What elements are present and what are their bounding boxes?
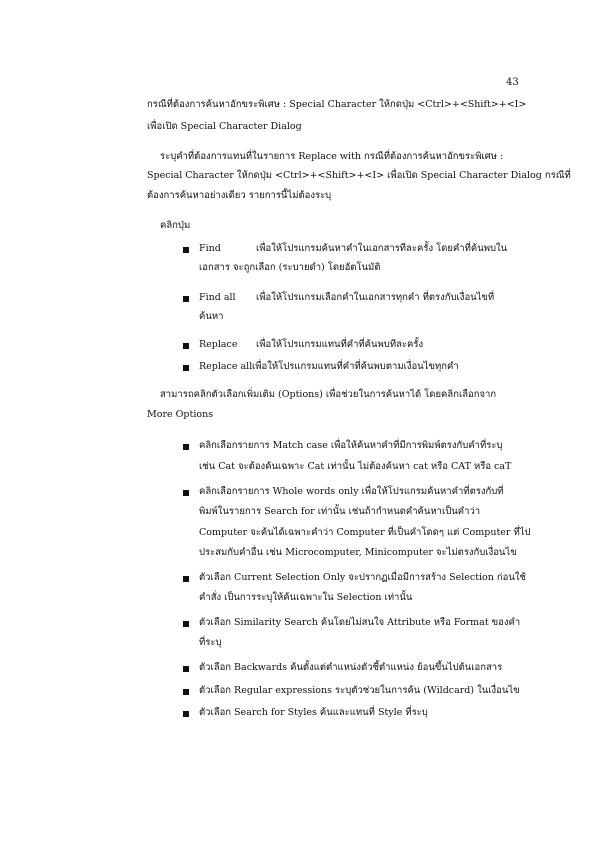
options-paragraph-line-1: สามารถคลิกตัวเลือกเพิ่มเติม (Options) เพื่อช่วยในการค้นหาได้ โดยคลิกเลือกจาก [160, 389, 497, 400]
button-item-name: Find all [199, 292, 236, 303]
option-line: คลิกเลือกรายการ Whole words only เพื่อให้โปรแกรมค้นหาคำที่ตรงกับที่ [199, 486, 504, 497]
option-line: คลิกเลือกรายการ Match case เพื่อให้ค้นหาคำที่มีการพิมพ์ตรงกับคำที่ระบุ [199, 440, 503, 451]
option-line: ตัวเลือก Current Selection Only จะปรากฏเมื่อมีการสร้าง Selection ก่อนใช้ [199, 572, 526, 583]
options-paragraph-line-2: More Options [147, 409, 214, 420]
bullet-icon [183, 711, 189, 717]
bullet-icon [183, 247, 189, 253]
option-line: Computer จะค้นได้เฉพาะคำว่า Computer ที่เป็นคำโดดๆ แต่ Computer ที่ไป [199, 527, 531, 538]
button-item-desc: เพื่อให้โปรแกรมแทนที่คำที่ค้นพบทีละครั้ง [256, 339, 424, 350]
intro-line-1: กรณีที่ต้องการค้นหาอักขระพิเศษ : Special Character ให้กดปุ่ม <Ctrl>+<Shift>+<I> [147, 99, 527, 110]
page-number: 43 [506, 77, 519, 88]
replace-paragraph-line-3: ต้องการค้นหาอย่างเดียว รายการนี้ไม่ต้องระบุ [147, 190, 332, 201]
click-button-label: คลิกปุ่ม [160, 220, 191, 231]
bullet-icon [183, 490, 189, 496]
button-item-desc: เพื่อให้โปรแกรมค้นหาคำในเอกสารทีละครั้ง โดยคำที่ค้นพบใน [256, 243, 508, 254]
option-line: คำสั่ง เป็นการระบุให้ค้นเฉพาะใน Selection เท่านั้น [199, 592, 413, 603]
option-line: พิมพ์ในรายการ Search for เท่านั้น เช่นถ้ากำหนดคำค้นหาเป็นคำว่า [199, 506, 481, 517]
button-item-name: Find [199, 243, 221, 254]
button-item-desc: เพื่อให้โปรแกรมแทนที่คำที่ค้นพบตามเงื่อนไขทุกคำ [252, 361, 459, 372]
bullet-icon [183, 689, 189, 695]
button-item-cont: เอกสาร จะถูกเลือก (ระบายดำ) โดยอัตโนมัติ [199, 262, 381, 273]
replace-paragraph-line-2: Special Character ให้กดปุ่ม <Ctrl>+<Shift>+<I> เพื่อเปิด Special Character Dialog กรณีที่ [147, 170, 571, 181]
button-item-name: Replace all [199, 361, 253, 372]
button-item-cont: ค้นหา [199, 311, 224, 322]
replace-paragraph-line-1: ระบุคำที่ต้องการแทนที่ในรายการ Replace with กรณีที่ต้องการค้นหาอักขระพิเศษ : [160, 151, 504, 162]
button-item-name: Replace [199, 339, 238, 350]
option-line: ตัวเลือก Backwards ค้นตั้งแต่ตำแหน่งตัวชี้ตำแหน่ง ย้อนขึ้นไปต้นเอกสาร [199, 662, 503, 673]
button-item-desc: เพื่อให้โปรแกรมเลือกคำในเอกสารทุกคำ ที่ตรงกับเงื่อนไขที่ [256, 292, 495, 303]
bullet-icon [183, 365, 189, 371]
option-line: เช่น Cat จะต้องค้นเฉพาะ Cat เท่านั้น ไม่ต้องค้นหา cat หรือ CAT หรือ caT [199, 461, 512, 472]
bullet-icon [183, 296, 189, 302]
bullet-icon [183, 343, 189, 349]
option-line: ตัวเลือก Regular expressions ระบุตัวช่วยในการค้น (Wildcard) ในเงื่อนไข [199, 685, 520, 696]
option-line: ประสมกับคำอื่น เช่น Microcomputer, Minicomputer จะไม่ตรงกับเงื่อนไข [199, 547, 517, 558]
bullet-icon [183, 444, 189, 450]
bullet-icon [183, 666, 189, 672]
option-line: ตัวเลือก Search for Styles ค้นและแทนที่ Style ที่ระบุ [199, 707, 428, 718]
option-line: ตัวเลือก Similarity Search ค้นโดยไม่สนใจ Attribute หรือ Format ของคำ [199, 617, 521, 628]
bullet-icon [183, 621, 189, 627]
intro-line-2: เพื่อเปิด Special Character Dialog [147, 121, 302, 132]
bullet-icon [183, 576, 189, 582]
option-line: ที่ระบุ [199, 637, 222, 648]
